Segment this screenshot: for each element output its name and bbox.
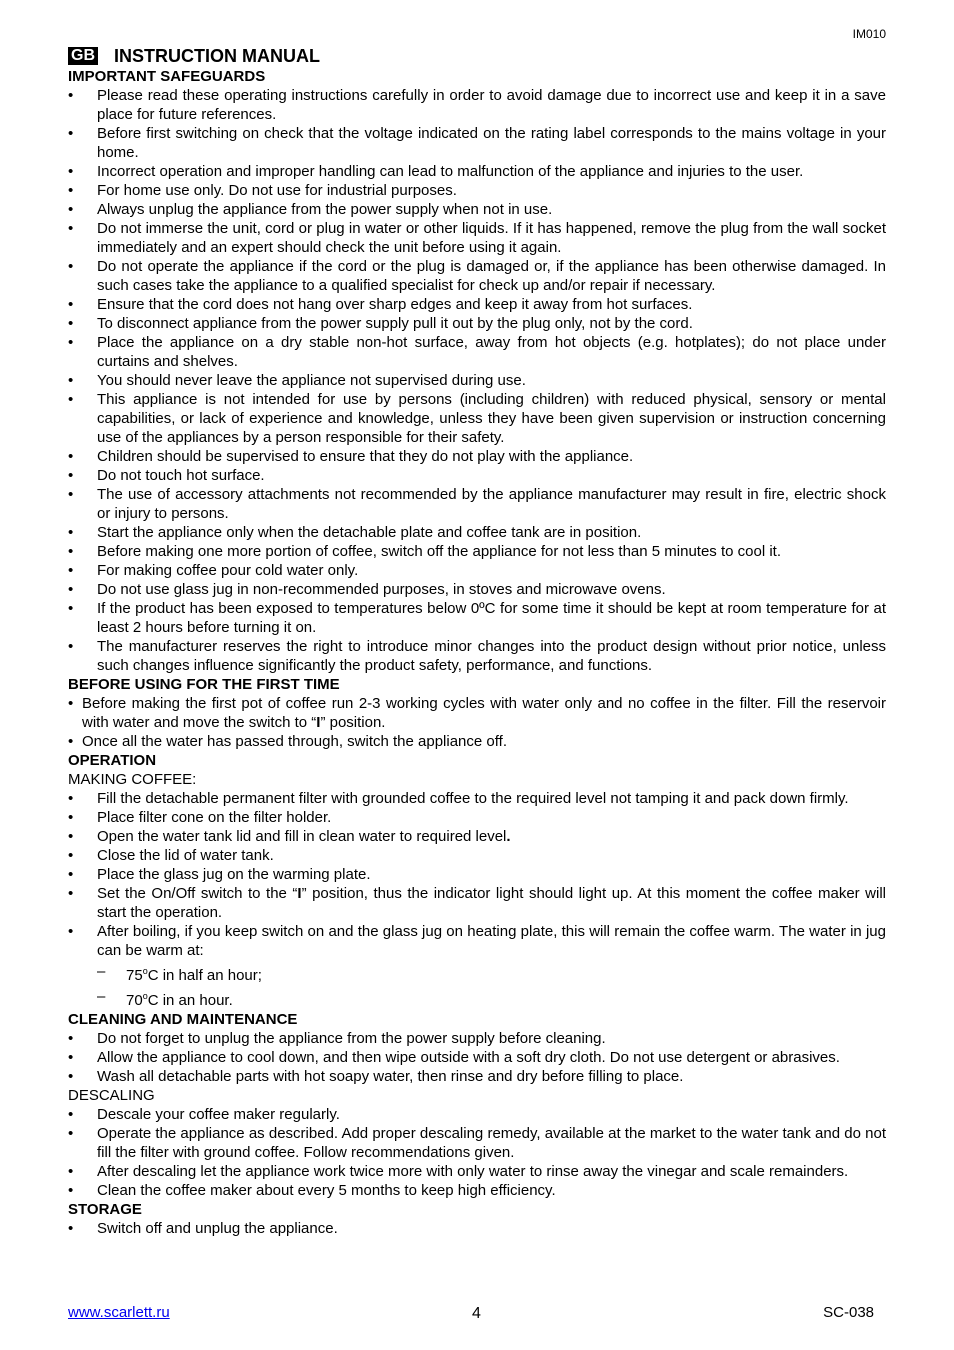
- list-item: • If the product has been exposed to temperatures below 0ºC for some time it should be kept at room temperature for at least 2 hours before turning it on.: [68, 599, 886, 637]
- item-text: 75: [126, 967, 143, 984]
- item-text: Open the water tank lid and fill in clean water to required level: [97, 828, 507, 845]
- operation-heading: OPERATION: [68, 752, 157, 769]
- degree-superscript: o: [142, 966, 148, 976]
- list-item: • Do not forget to unplug the appliance from the power supply before cleaning.: [68, 1029, 886, 1048]
- list-item: • For home use only. Do not use for industrial purposes.: [68, 181, 886, 200]
- item-text: 70: [126, 992, 143, 1009]
- list-item: • Wash all detachable parts with hot soapy water, then rinse and dry before filling to place.: [68, 1067, 886, 1086]
- list-item: • To disconnect appliance from the power supply pull it out by the plug only, not by the cord.: [68, 314, 886, 333]
- list-item: • Allow the appliance to cool down, and then wipe outside with a soft dry cloth. Do not use detergent or abrasives.: [68, 1048, 886, 1067]
- list-item: • Close the lid of water tank.: [68, 846, 886, 865]
- website-link[interactable]: www.scarlett.ru: [68, 1304, 170, 1321]
- item-text: Before making the first pot of coffee run 2-3 working cycles with water only and no coffee in the filter. Fill the reservoir with water and move the switch to “: [82, 695, 886, 731]
- item-text: C in an hour.: [147, 992, 233, 1009]
- list-item: • Before making one more portion of coffee, switch off the appliance for not less than 5 minutes to cool it.: [68, 542, 886, 561]
- list-item: • Place the glass jug on the warming plate.: [68, 865, 886, 884]
- list-item: • After descaling let the appliance work twice more with only water to rinse away the vinegar and scale remainders.: [68, 1162, 886, 1181]
- list-item: [68, 694, 886, 732]
- operation-list: [68, 789, 886, 960]
- list-item: • Incorrect operation and improper handling can lead to malfunction of the appliance and injuries to the user.: [68, 162, 886, 181]
- making-coffee-subheading: MAKING COFFEE:: [68, 771, 197, 788]
- list-item: • For making coffee pour cold water only.: [68, 561, 886, 580]
- storage-heading: STORAGE: [68, 1201, 142, 1218]
- list-item: • Clean the coffee maker about every 5 months to keep high efficiency.: [68, 1181, 886, 1200]
- list-item: • Always unplug the appliance from the power supply when not in use.: [68, 200, 886, 219]
- item-bold: I: [297, 885, 302, 902]
- list-item: • Place the appliance on a dry stable non-hot surface, away from hot objects (e.g. hotplates); do not place under curtains and shelves.: [68, 333, 886, 371]
- list-item: • Operate the appliance as described. Add proper descaling remedy, available at the market to the water tank and do not fill the filter with ground coffee. Follow recommendations given.: [68, 1124, 886, 1162]
- model-number: SC-038: [823, 1304, 874, 1321]
- list-item: [68, 962, 886, 985]
- item-bold: I: [316, 714, 321, 731]
- descaling-list: [68, 1105, 886, 1200]
- safeguards-heading: IMPORTANT SAFEGUARDS: [68, 68, 266, 85]
- list-item: • Do not use glass jug in non-recommended purposes, in stoves and microwave ovens.: [68, 580, 886, 599]
- list-item: • This appliance is not intended for use by persons (including children) with reduced physical, sensory or mental capabilities, or lack of experience and knowledge, unless they have been given supervision or instruction concerning use of the appliances by a person responsible for their safety.: [68, 390, 886, 447]
- list-item: [68, 884, 886, 922]
- temperature-list: [68, 962, 886, 1010]
- manual-content: [68, 45, 886, 1238]
- cleaning-list: [68, 1029, 886, 1086]
- list-item: • Ensure that the cord does not hang over sharp edges and keep it away from hot surfaces.: [68, 295, 886, 314]
- degree-superscript: o: [142, 991, 148, 1001]
- list-item: • Do not touch hot surface.: [68, 466, 886, 485]
- item-bold: .: [506, 828, 511, 845]
- item-text: C in half an hour;: [147, 967, 262, 984]
- list-item: • You should never leave the appliance not supervised during use.: [68, 371, 886, 390]
- document-code: IM010: [852, 27, 886, 41]
- language-badge: GB: [68, 47, 98, 65]
- descaling-heading: DESCALING: [68, 1087, 155, 1104]
- list-item: • The manufacturer reserves the right to introduce minor changes into the product design without prior notice, unless such changes influence significantly the product safety, performance, and functions.: [68, 637, 886, 675]
- list-item: • Please read these operating instructions carefully in order to avoid damage due to incorrect use and keep it in a save place for future references.: [68, 86, 886, 124]
- storage-list: [68, 1219, 886, 1238]
- manual-title: [68, 45, 886, 67]
- list-item: • Children should be supervised to ensure that they do not play with the appliance.: [68, 447, 886, 466]
- list-item: [68, 827, 886, 846]
- list-item: [68, 987, 886, 1010]
- first-time-list: [68, 694, 886, 751]
- list-item: • Place filter cone on the filter holder.: [68, 808, 886, 827]
- list-item: • Start the appliance only when the detachable plate and coffee tank are in position.: [68, 523, 886, 542]
- list-item: • Switch off and unplug the appliance.: [68, 1219, 886, 1238]
- list-item: • Do not immerse the unit, cord or plug in water or other liquids. If it has happened, remove the plug from the wall socket immediately and an expert should check the unit before using it again.: [68, 219, 886, 257]
- list-item: • Once all the water has passed through, switch the appliance off.: [68, 732, 886, 751]
- item-text: ” position.: [320, 714, 386, 731]
- first-time-heading: BEFORE USING FOR THE FIRST TIME: [68, 676, 340, 693]
- cleaning-heading: CLEANING AND MAINTENANCE: [68, 1011, 298, 1028]
- safeguards-list: [68, 86, 886, 675]
- list-item: • Do not operate the appliance if the cord or the plug is damaged or, if the appliance has been otherwise damaged. In such cases take the appliance to a qualified specialist for check up and/or repair if necessary.: [68, 257, 886, 295]
- item-text: ” position, thus the indicator light should light up. At this moment the coffee maker will start the operation.: [97, 885, 886, 921]
- item-text: Set the On/Off switch to the “: [97, 885, 298, 902]
- list-item: • Descale your coffee maker regularly.: [68, 1105, 886, 1124]
- list-item: • Before first switching on check that the voltage indicated on the rating label corresponds to the mains voltage in your home.: [68, 124, 886, 162]
- list-item: • Fill the detachable permanent filter with grounded coffee to the required level not tamping it and pack down firmly.: [68, 789, 886, 808]
- list-item: • After boiling, if you keep switch on and the glass jug on heating plate, this will remain the coffee warm. The water in jug can be warm at:: [68, 922, 886, 960]
- page-number: 4: [472, 1305, 481, 1322]
- manual-title-text: INSTRUCTION MANUAL: [114, 46, 320, 66]
- list-item: • The use of accessory attachments not recommended by the appliance manufacturer may result in fire, electric shock or injury to persons.: [68, 485, 886, 523]
